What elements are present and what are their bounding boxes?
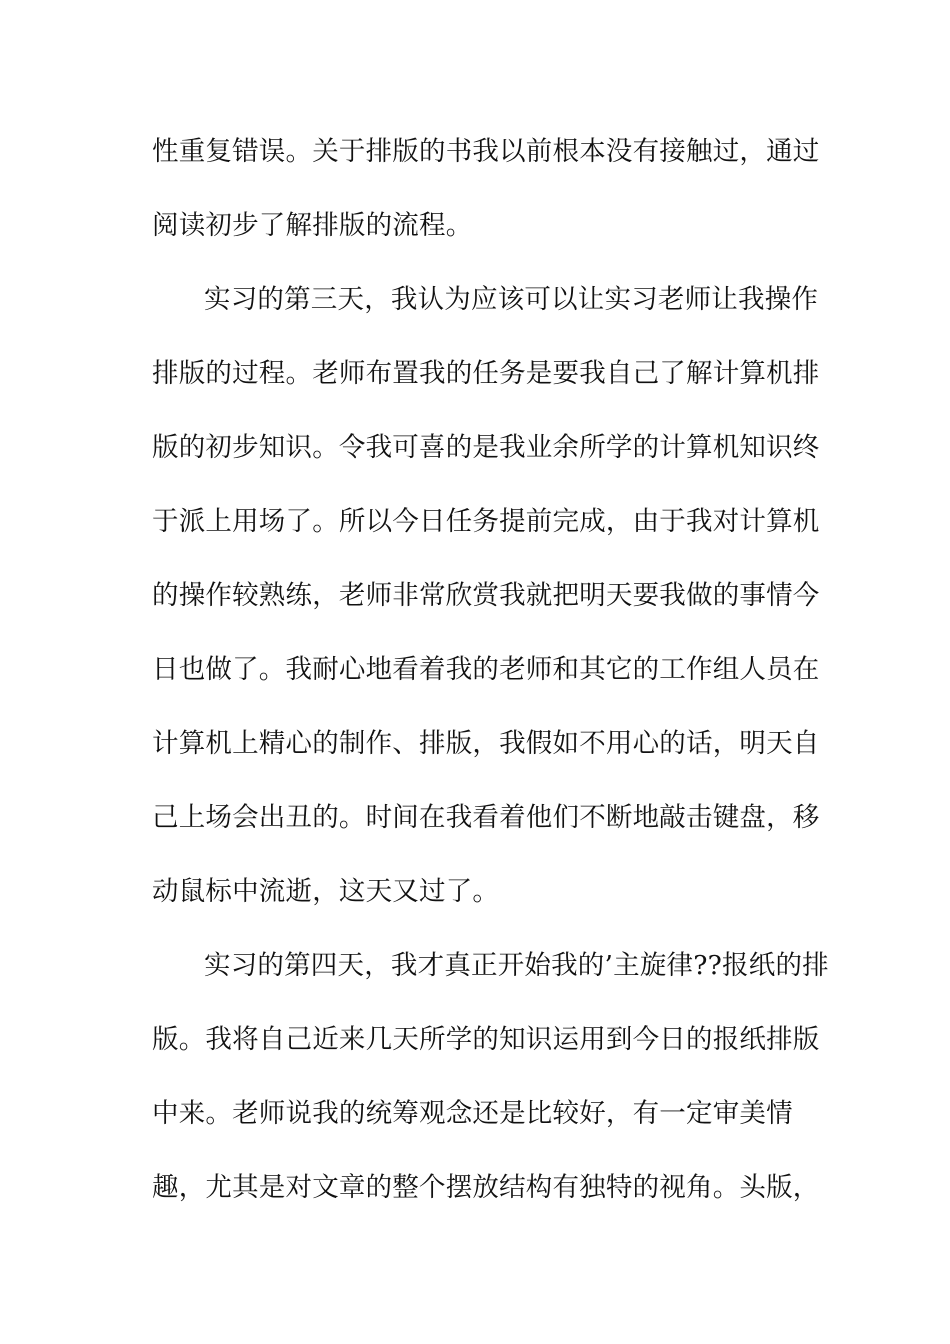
- text-line: 中来。老师说我的统筹观念还是比较好，有一定审美情: [152, 1098, 793, 1129]
- text-line: 版的初步知识。令我可喜的是我业余所学的计算机知识终: [152, 432, 820, 463]
- text-line: 排版的过程。老师布置我的任务是要我自己了解计算机排: [152, 358, 820, 389]
- text-line: 日也做了。我耐心地看着我的老师和其它的工作组人员在: [152, 654, 820, 685]
- text-line: 计算机上精心的制作、排版，我假如不用心的话，明天自: [152, 728, 820, 759]
- paragraph-first-line: 实习的第四天，我才真正开始我的’主旋律??报纸的排: [204, 950, 829, 981]
- text-line: 性重复错误。关于排版的书我以前根本没有接触过，通过: [152, 136, 820, 167]
- text-line: 的操作较熟练，老师非常欣赏我就把明天要我做的事情今: [152, 580, 820, 611]
- text-line: 趣，尤其是对文章的整个摆放结构有独特的视角。头版，: [152, 1172, 820, 1203]
- text-line: 阅读初步了解排版的流程。: [152, 210, 473, 241]
- text-line: 己上场会出丑的。时间在我看着他们不断地敲击键盘，移: [152, 802, 820, 833]
- text-line: 版。我将自己近来几天所学的知识运用到今日的报纸排版: [152, 1024, 820, 1055]
- paragraph-first-line: 实习的第三天，我认为应该可以让实习老师让我操作: [204, 284, 819, 315]
- text-line: 动鼠标中流逝，这天又过了。: [152, 876, 500, 907]
- text-line: 于派上用场了。所以今日任务提前完成，由于我对计算机: [152, 506, 820, 537]
